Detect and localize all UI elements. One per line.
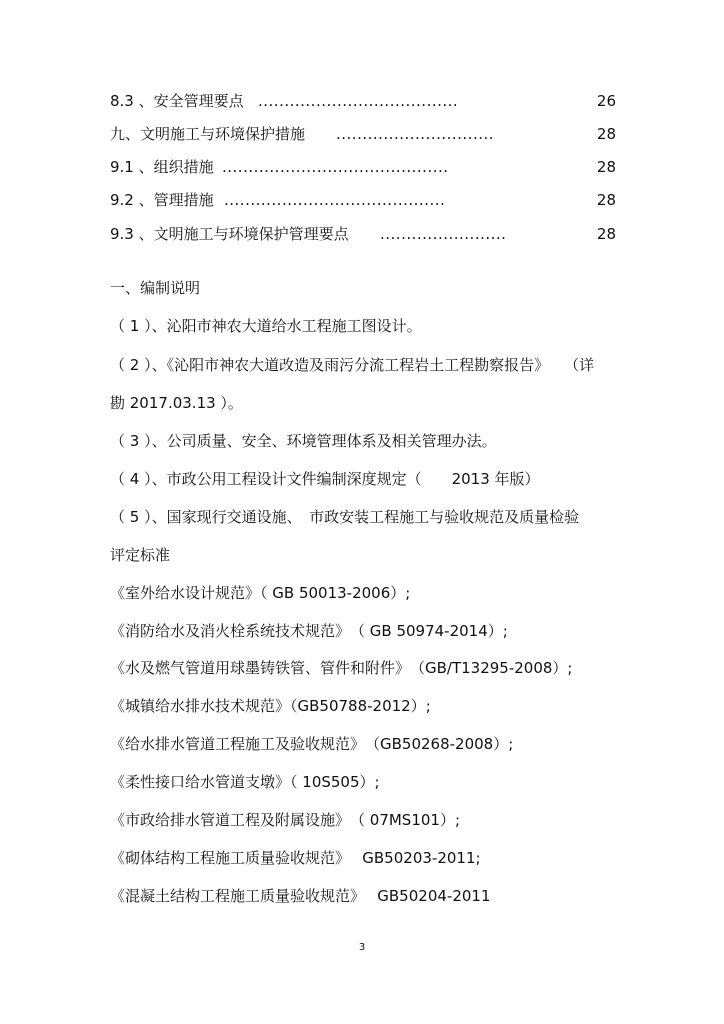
- toc-page-number: 28: [596, 158, 616, 176]
- paragraph-line: （ 5 ）、国家现行交通设施、 市政安装工程施工与验收规范及质量检验: [110, 508, 580, 526]
- paragraph-line: 勘 2017.03.13 ）。: [110, 394, 243, 412]
- toc-page-number: 26: [596, 92, 616, 110]
- toc-page-number: 28: [596, 125, 616, 143]
- toc-title: 九、文明施工与环境保护措施: [110, 125, 306, 143]
- toc-page-number: 28: [596, 225, 616, 243]
- toc-row: [110, 190, 616, 210]
- toc-row: [110, 91, 616, 111]
- standard-reference: 《混凝土结构工程施工质量验收规范》 GB50204-2011: [110, 887, 491, 905]
- toc-leader-dots: ........................: [380, 225, 507, 243]
- standard-reference: 《城镇给水排水技术规范》（GB50788-2012）;: [110, 697, 431, 715]
- standard-reference: 《砌体结构工程施工质量验收规范》 GB50203-2011;: [110, 849, 481, 867]
- paragraph-line: （ 3 ）、公司质量、安全、环境管理体系及相关管理办法。: [110, 432, 497, 450]
- standard-reference: 《柔性接口给水管道支墩》（ 10S505）;: [110, 773, 380, 791]
- paragraph-line: （ 4 ）、市政公用工程设计文件编制深度规定（ 2013 年版）: [110, 470, 540, 488]
- toc-leader-dots: ..............................: [336, 125, 495, 143]
- toc-title: 9.1 、组织措施: [110, 158, 214, 176]
- toc-leader-dots: ..........................................: [224, 191, 446, 209]
- toc-page-number: 28: [596, 191, 616, 209]
- toc-title: 8.3 、安全管理要点: [110, 92, 244, 110]
- page-number: 3: [358, 942, 366, 953]
- toc-row: [110, 224, 616, 244]
- toc-leader-dots: ...........................................: [222, 158, 449, 176]
- standard-reference: 《给水排水管道工程施工及验收规范》 （GB50268-2008）;: [110, 735, 514, 753]
- toc-title: 9.3 、文明施工与环境保护管理要点: [110, 225, 349, 243]
- toc-leader-dots: ......................................: [258, 92, 459, 110]
- toc-row: [110, 157, 616, 177]
- toc-title: 9.2 、管理措施: [110, 191, 214, 209]
- standard-reference: 《消防给水及消火栓系统技术规范》 （ GB 50974-2014）;: [110, 622, 508, 640]
- standard-reference: 《水及燃气管道用球墨铸铁管、管件和附件》 （GB/T13295-2008）;: [110, 659, 573, 677]
- paragraph-line: 评定标准: [110, 546, 171, 564]
- standard-reference: 《市政给排水管道工程及附属设施》 （ 07MS101）;: [110, 811, 461, 829]
- standard-reference: 《室外给水设计规范》（ GB 50013-2006）;: [110, 584, 411, 602]
- section-heading: 一、编制说明: [110, 279, 201, 297]
- paragraph-line: （ 1 ）、沁阳市神农大道给水工程施工图设计。: [110, 317, 422, 335]
- paragraph-line: （ 2 ）、《沁阳市神农大道改造及雨污分流工程岩土工程勘察报告》 （详: [110, 356, 595, 374]
- toc-row: [110, 124, 616, 144]
